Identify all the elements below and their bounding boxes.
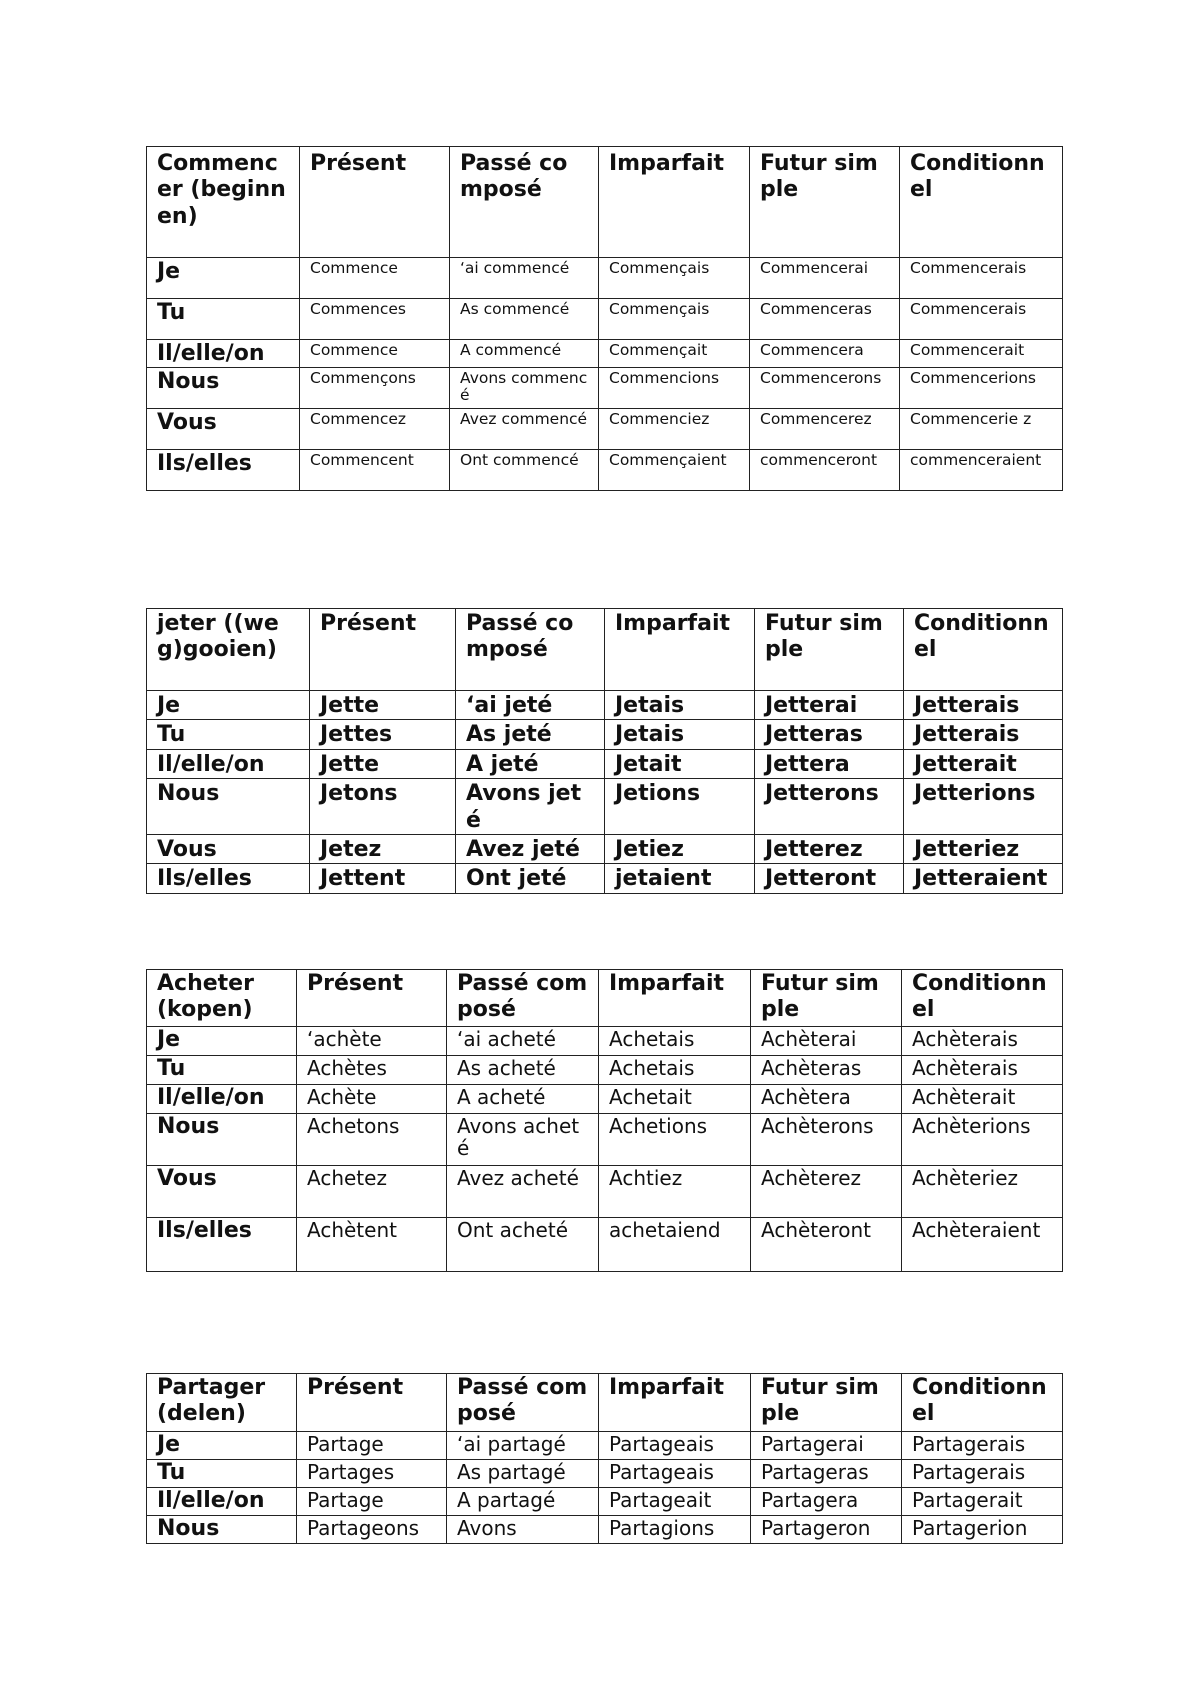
header-imparfait: Imparfait xyxy=(599,1374,751,1432)
form-cell: Jetterais xyxy=(904,691,1063,720)
header-futur-simple: Futur simple xyxy=(750,147,900,258)
pronoun-cell: Nous xyxy=(147,1114,297,1166)
verb-cell: Commencer (beginnen) xyxy=(147,147,300,258)
pronoun-cell: Ils/elles xyxy=(147,449,300,490)
form-cell: Ont acheté xyxy=(447,1218,599,1272)
form-cell: Jetais xyxy=(605,720,755,749)
table-row xyxy=(147,1114,1063,1166)
pronoun-cell: Je xyxy=(147,258,300,299)
form-cell: Commencerait xyxy=(900,340,1063,368)
form-cell: Ont jeté xyxy=(456,864,605,893)
form-cell: Commenciez xyxy=(599,408,750,449)
form-cell: Ont commencé xyxy=(450,449,599,490)
form-cell: Commence xyxy=(300,258,450,299)
pronoun-cell: Vous xyxy=(147,1166,297,1218)
table-row xyxy=(147,1166,1063,1218)
form-cell: Commençaient xyxy=(599,449,750,490)
table-row xyxy=(147,449,1063,490)
pronoun-cell: Je xyxy=(147,691,310,720)
form-cell: Jetez xyxy=(310,834,456,863)
form-cell: Jette xyxy=(310,749,456,778)
form-cell: jetaient xyxy=(605,864,755,893)
form-cell: Avons xyxy=(447,1516,599,1544)
table-row xyxy=(147,1432,1063,1460)
pronoun-cell: Il/elle/on xyxy=(147,1488,297,1516)
form-cell: Avons acheté xyxy=(447,1114,599,1166)
form-cell: ‘ai commencé xyxy=(450,258,599,299)
form-cell: Achtiez xyxy=(599,1166,751,1218)
header-row xyxy=(147,970,1063,1027)
form-cell: Achèterons xyxy=(751,1114,902,1166)
header-conditionnel: Conditionnel xyxy=(902,1374,1063,1432)
form-cell: Achetons xyxy=(297,1114,447,1166)
form-cell: Commencent xyxy=(300,449,450,490)
form-cell: Partage xyxy=(297,1432,447,1460)
form-cell: Achète xyxy=(297,1085,447,1114)
header-row xyxy=(147,1374,1063,1432)
table-row xyxy=(147,408,1063,449)
pronoun-cell: Tu xyxy=(147,299,300,340)
form-cell: Partagerais xyxy=(902,1460,1063,1488)
form-cell: Jetons xyxy=(310,779,456,835)
table-row xyxy=(147,299,1063,340)
form-cell: Jettes xyxy=(310,720,456,749)
form-cell: Jetterons xyxy=(755,779,904,835)
form-cell: ‘achète xyxy=(297,1027,447,1056)
table-row xyxy=(147,1218,1063,1272)
form-cell: Commençais xyxy=(599,299,750,340)
header-imparfait: Imparfait xyxy=(599,147,750,258)
pronoun-cell: Nous xyxy=(147,779,310,835)
header-futur-simple: Futur simple xyxy=(751,970,902,1027)
form-cell: Achèterez xyxy=(751,1166,902,1218)
pronoun-cell: Il/elle/on xyxy=(147,340,300,368)
form-cell: achetaiend xyxy=(599,1218,751,1272)
verb-cell: Partager (delen) xyxy=(147,1374,297,1432)
header-passe-compose: Passé composé xyxy=(447,1374,599,1432)
form-cell: Jetterais xyxy=(904,720,1063,749)
table-row xyxy=(147,1027,1063,1056)
table-row xyxy=(147,1056,1063,1085)
header-imparfait: Imparfait xyxy=(605,609,755,691)
form-cell: Achèteras xyxy=(751,1056,902,1085)
header-conditionnel: Conditionnel xyxy=(904,609,1063,691)
pronoun-cell: Vous xyxy=(147,834,310,863)
pronoun-cell: Tu xyxy=(147,1460,297,1488)
form-cell: Commenceras xyxy=(750,299,900,340)
verb-cell: jeter ((weg)gooien) xyxy=(147,609,310,691)
table-row xyxy=(147,749,1063,778)
form-cell: Partagerais xyxy=(902,1432,1063,1460)
form-cell: Partagerai xyxy=(751,1432,902,1460)
header-conditionnel: Conditionnel xyxy=(900,147,1063,258)
form-cell: Avez acheté xyxy=(447,1166,599,1218)
form-cell: A acheté xyxy=(447,1085,599,1114)
form-cell: Avons commencé xyxy=(450,367,599,408)
conjugation-table-commencer xyxy=(146,146,1063,491)
form-cell: Commençais xyxy=(599,258,750,299)
table-row xyxy=(147,691,1063,720)
form-cell: Jetions xyxy=(605,779,755,835)
form-cell: Commence xyxy=(300,340,450,368)
form-cell: ‘ai jeté xyxy=(456,691,605,720)
table-row xyxy=(147,834,1063,863)
table-row xyxy=(147,367,1063,408)
pronoun-cell: Il/elle/on xyxy=(147,749,310,778)
conjugation-table-jeter xyxy=(146,608,1063,894)
form-cell: A commencé xyxy=(450,340,599,368)
form-cell: Partageron xyxy=(751,1516,902,1544)
form-cell: Partageait xyxy=(599,1488,751,1516)
pronoun-cell: Nous xyxy=(147,367,300,408)
table-row xyxy=(147,720,1063,749)
form-cell: Jetais xyxy=(605,691,755,720)
form-cell: Commencez xyxy=(300,408,450,449)
table-row xyxy=(147,1085,1063,1114)
table-row xyxy=(147,340,1063,368)
header-passe-compose: Passé composé xyxy=(447,970,599,1027)
form-cell: Partageais xyxy=(599,1460,751,1488)
form-cell: Partagerion xyxy=(902,1516,1063,1544)
form-cell: A jeté xyxy=(456,749,605,778)
form-cell: Jettera xyxy=(755,749,904,778)
form-cell: As acheté xyxy=(447,1056,599,1085)
header-present: Présent xyxy=(300,147,450,258)
form-cell: Jetteront xyxy=(755,864,904,893)
form-cell: Achètera xyxy=(751,1085,902,1114)
form-cell: Jetterait xyxy=(904,749,1063,778)
table-row xyxy=(147,1460,1063,1488)
verb-cell: Acheter (kopen) xyxy=(147,970,297,1027)
form-cell: Commences xyxy=(300,299,450,340)
form-cell: Commencerais xyxy=(900,299,1063,340)
form-cell: Achetais xyxy=(599,1027,751,1056)
form-cell: Partagera xyxy=(751,1488,902,1516)
form-cell: Commencerais xyxy=(900,258,1063,299)
header-passe-compose: Passé composé xyxy=(456,609,605,691)
form-cell: As partagé xyxy=(447,1460,599,1488)
form-cell: Achèterai xyxy=(751,1027,902,1056)
pronoun-cell: Tu xyxy=(147,1056,297,1085)
form-cell: Partageons xyxy=(297,1516,447,1544)
form-cell: Avez jeté xyxy=(456,834,605,863)
form-cell: Achèteront xyxy=(751,1218,902,1272)
form-cell: Achetions xyxy=(599,1114,751,1166)
form-cell: Avez commencé xyxy=(450,408,599,449)
table-row xyxy=(147,779,1063,835)
form-cell: Commencerai xyxy=(750,258,900,299)
form-cell: Jettent xyxy=(310,864,456,893)
form-cell: Jetteraient xyxy=(904,864,1063,893)
header-futur-simple: Futur simple xyxy=(751,1374,902,1432)
form-cell: Achèteriez xyxy=(902,1166,1063,1218)
form-cell: Commencerie z xyxy=(900,408,1063,449)
form-cell: Achèteraient xyxy=(902,1218,1063,1272)
form-cell: commenceraient xyxy=(900,449,1063,490)
form-cell: Partagions xyxy=(599,1516,751,1544)
form-cell: Achèterions xyxy=(902,1114,1063,1166)
form-cell: Jetteras xyxy=(755,720,904,749)
header-futur-simple: Futur simple xyxy=(755,609,904,691)
form-cell: Partages xyxy=(297,1460,447,1488)
form-cell: Partageras xyxy=(751,1460,902,1488)
header-conditionnel: Conditionnel xyxy=(902,970,1063,1027)
header-present: Présent xyxy=(297,970,447,1027)
pronoun-cell: Je xyxy=(147,1027,297,1056)
pronoun-cell: Je xyxy=(147,1432,297,1460)
header-row xyxy=(147,147,1063,258)
form-cell: Partagerait xyxy=(902,1488,1063,1516)
form-cell: Commencions xyxy=(599,367,750,408)
header-present: Présent xyxy=(297,1374,447,1432)
form-cell: Commencerons xyxy=(750,367,900,408)
form-cell: ‘ai acheté xyxy=(447,1027,599,1056)
form-cell: Achetait xyxy=(599,1085,751,1114)
table-row xyxy=(147,1516,1063,1544)
form-cell: Achetez xyxy=(297,1166,447,1218)
header-passe-compose: Passé composé xyxy=(450,147,599,258)
pronoun-cell: Ils/elles xyxy=(147,864,310,893)
header-present: Présent xyxy=(310,609,456,691)
header-row xyxy=(147,609,1063,691)
form-cell: Partage xyxy=(297,1488,447,1516)
form-cell: ‘ai partagé xyxy=(447,1432,599,1460)
form-cell: Commencerions xyxy=(900,367,1063,408)
pronoun-cell: Tu xyxy=(147,720,310,749)
form-cell: As jeté xyxy=(456,720,605,749)
table-row xyxy=(147,258,1063,299)
form-cell: Jetterions xyxy=(904,779,1063,835)
form-cell: Achèterais xyxy=(902,1027,1063,1056)
form-cell: Achetais xyxy=(599,1056,751,1085)
form-cell: Commencera xyxy=(750,340,900,368)
conjugation-table-partager xyxy=(146,1373,1063,1544)
form-cell: Jetterez xyxy=(755,834,904,863)
pronoun-cell: Nous xyxy=(147,1516,297,1544)
form-cell: Jetiez xyxy=(605,834,755,863)
form-cell: As commencé xyxy=(450,299,599,340)
form-cell: Achèterais xyxy=(902,1056,1063,1085)
form-cell: Commencerez xyxy=(750,408,900,449)
form-cell: Achèterait xyxy=(902,1085,1063,1114)
form-cell: A partagé xyxy=(447,1488,599,1516)
form-cell: commenceront xyxy=(750,449,900,490)
pronoun-cell: Vous xyxy=(147,408,300,449)
conjugation-table-acheter xyxy=(146,969,1063,1272)
form-cell: Achètes xyxy=(297,1056,447,1085)
form-cell: Jetait xyxy=(605,749,755,778)
table-row xyxy=(147,864,1063,893)
form-cell: Avons jeté xyxy=(456,779,605,835)
form-cell: Jette xyxy=(310,691,456,720)
header-imparfait: Imparfait xyxy=(599,970,751,1027)
form-cell: Commençons xyxy=(300,367,450,408)
form-cell: Commençait xyxy=(599,340,750,368)
form-cell: Partageais xyxy=(599,1432,751,1460)
form-cell: Jetterai xyxy=(755,691,904,720)
form-cell: Achètent xyxy=(297,1218,447,1272)
table-row xyxy=(147,1488,1063,1516)
form-cell: Jetteriez xyxy=(904,834,1063,863)
pronoun-cell: Ils/elles xyxy=(147,1218,297,1272)
pronoun-cell: Il/elle/on xyxy=(147,1085,297,1114)
